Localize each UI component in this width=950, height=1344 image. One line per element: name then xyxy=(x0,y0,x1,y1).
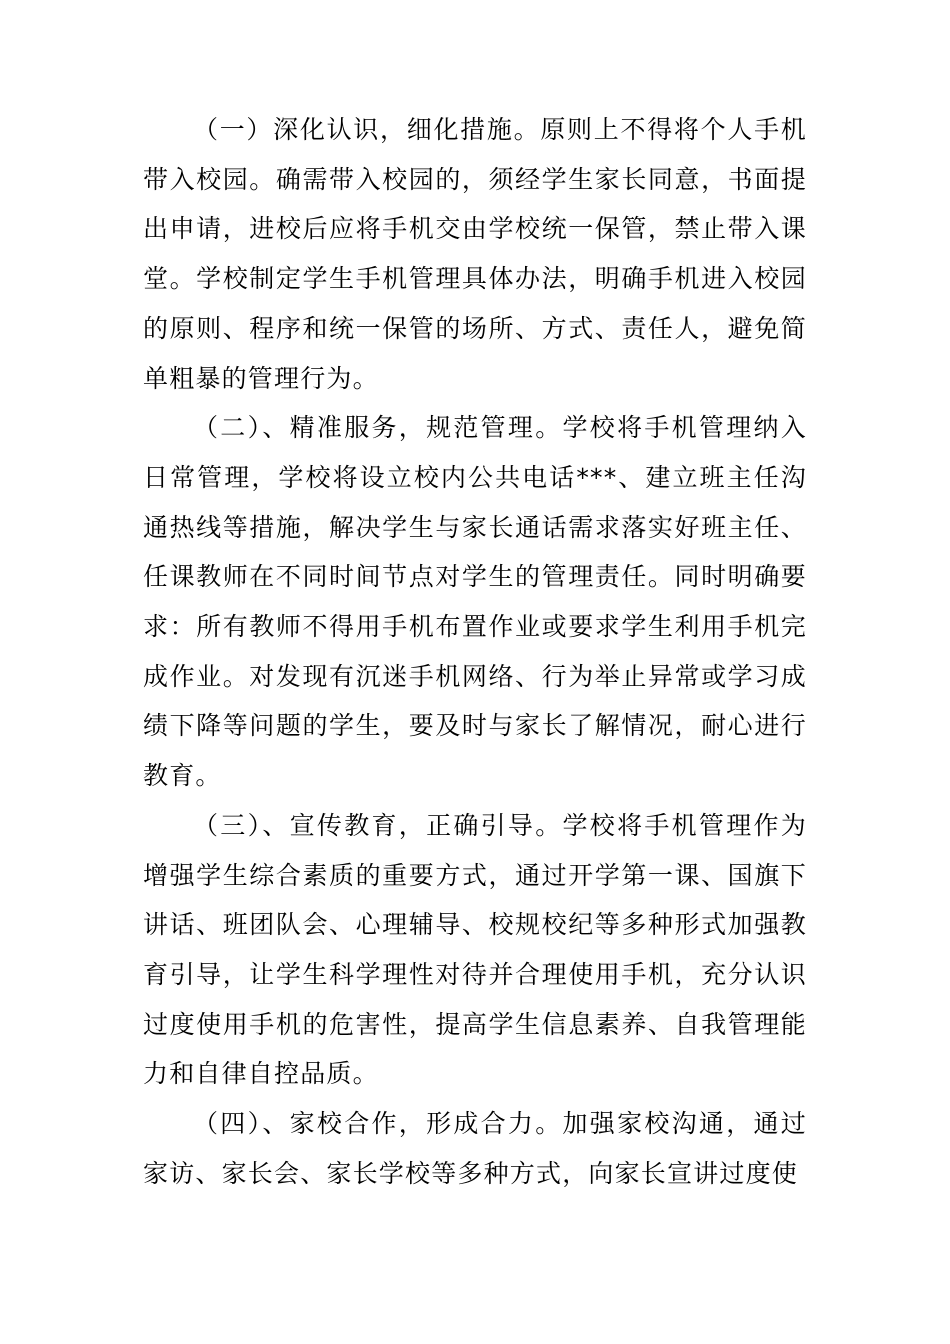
paragraph-2: （二）、精准服务，规范管理。学校将手机管理纳入日常管理，学校将设立校内公共电话***、建立班主任沟通热线等措施，解决学生与家长通话需求落实好班主任、任课教师在不同时间节点对学生的管理责任。同时明确要求：所有教师不得用手机布置作业或要求学生利用手机完成作业。对发现有沉迷手机网络、行为举止异常或学习成绩下降等问题的学生，要及时与家长了解情况，耐心进行教育。 xyxy=(143,413,807,791)
paragraph-3: （三）、宣传教育，正确引导。学校将手机管理作为增强学生综合素质的重要方式，通过开学第一课、国旗下讲话、班团队会、心理辅导、校规校纪等多种形式加强教育引导，让学生科学理性对待并合理使用手机，充分认识过度使用手机的危害性，提高学生信息素养、自我管理能力和自律自控品质。 xyxy=(143,810,807,1089)
paragraph-1: （一）深化认识，细化措施。原则上不得将个人手机带入校园。确需带入校园的，须经学生家长同意，书面提出申请，进校后应将手机交由学校统一保管，禁止带入课堂。学校制定学生手机管理具体办法，明确手机进入校园的原则、程序和统一保管的场所、方式、责任人，避免简单粗暴的管理行为。 xyxy=(143,115,807,393)
document-page xyxy=(143,105,807,1198)
paragraph-4: （四）、家校合作，形成合力。加强家校沟通，通过家访、家长会、家长学校等多种方式，向家长宣讲过度使 xyxy=(143,1109,807,1188)
